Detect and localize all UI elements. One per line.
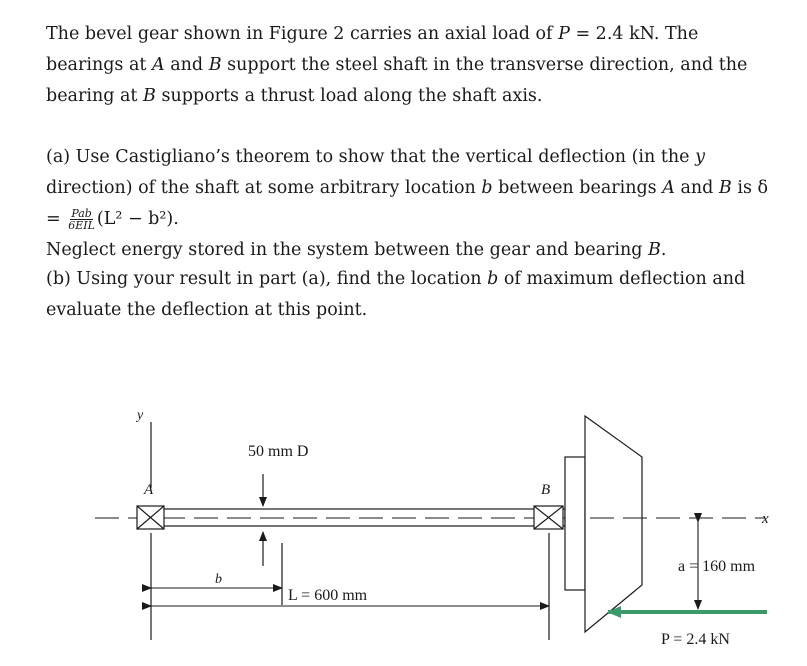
dim-L-label: L = 600 mm bbox=[288, 587, 368, 604]
bevel-gear bbox=[585, 416, 642, 632]
problem-part-b: (b) Using your result in part (a), find the location b of maximum deflection and evaluate the deflection at this point. bbox=[46, 269, 746, 320]
gear-diameter-label: 50 mm D bbox=[248, 443, 309, 460]
dim-a-label: a = 160 mm bbox=[678, 558, 756, 575]
bearing-b-label: B bbox=[541, 482, 551, 498]
x-axis-label: x bbox=[762, 511, 769, 527]
bearing-a-label: A bbox=[144, 482, 154, 498]
load-label: P = 2.4 kN bbox=[661, 631, 730, 648]
dim-b-label: b bbox=[215, 572, 222, 587]
y-axis-label: y bbox=[137, 408, 144, 423]
problem-intro: The bevel gear shown in Figure 2 carries an axial load of P = 2.4 kN. The bearings at A and B support the steel shaft in the transverse direction, and the bearing at B supports a thrust load along the shaft axis. bbox=[46, 24, 748, 106]
deflection-fraction: $\frac{\text{Pab}}{\text{6EIL}}$ bbox=[68, 207, 95, 232]
gear-hub bbox=[565, 457, 585, 590]
bearing-a bbox=[137, 506, 164, 529]
problem-part-a: (a) Use Castigliano’s theorem to show that the vertical deflection (in the y direction) of the shaft at some arbitrary location b between bearings A and B is δ = $\frac{\text{Pab}}{\text{6EIL}}$ (L² − b²). Neglect energy stored in the system between the gear and bearing B. bbox=[46, 147, 769, 260]
bearing-b bbox=[534, 506, 563, 529]
